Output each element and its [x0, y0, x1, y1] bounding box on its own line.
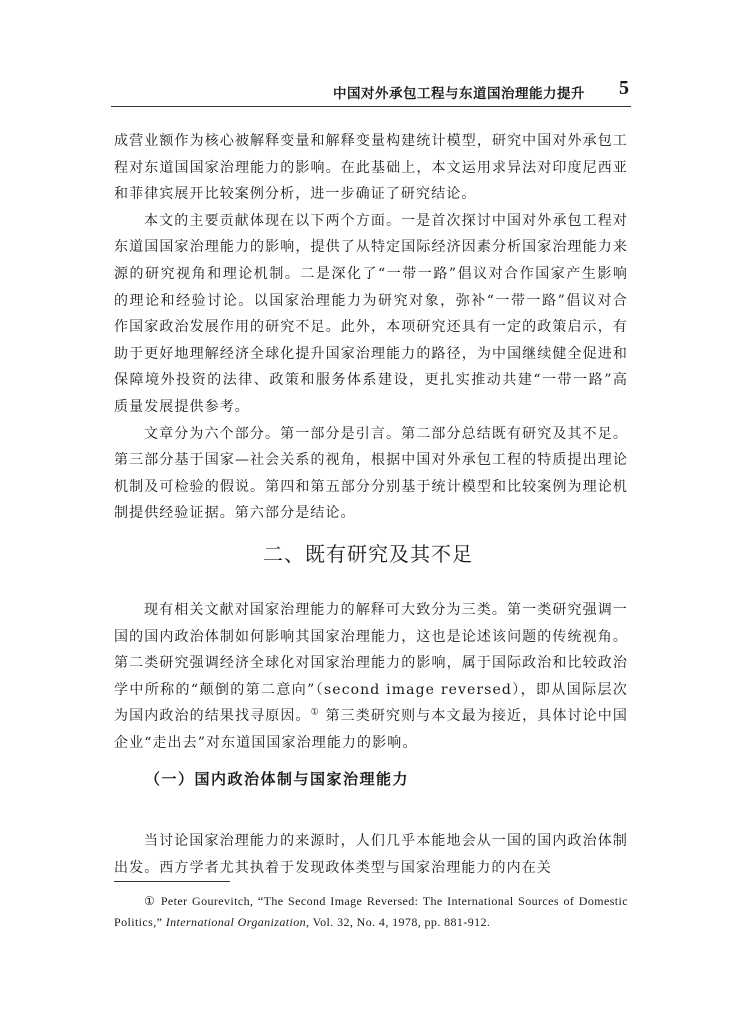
paragraph-continuation: 成营业额作为核心被解释变量和解释变量构建统计模型，研究中国对外承包工程对东道国国家治理能力的影响。在此基础上，本文运用求异法对印度尼西亚和菲律宾展开比较案例分析，进一步确证了研究结论。: [114, 133, 628, 203]
footnote-text: Peter Gourevitch, “The Second Image Reversed: The International Sources of Domestic Politics,”: [114, 894, 628, 929]
page-number: 5: [619, 77, 629, 99]
paragraph-domestic-politics: 当讨论国家治理能力的来源时，人们几乎本能地会从一国的国内政治体制出发。西方学者尤其执着于发现政体类型与国家治理能力的内在关: [114, 833, 628, 876]
paragraph-literature-text: 现有相关文献对国家治理能力的解释可大致分为三类。第一类研究强调一国的国内政治体制如何影响其国家治理能力，这也是论述该问题的传统视角。第二类研究强调经济全球化对国家治理能力的影响，属于国际政治和比较政治学中所称的“颠倒的第二意向”（second image reversed），即从国际层次为国内政治的结果找寻原因。: [114, 602, 628, 725]
running-header-title: 中国对外承包工程与东道国治理能力提升: [333, 86, 585, 102]
footnote-journal-title: International Organization: [165, 915, 307, 929]
body-text-block-literature: [114, 597, 628, 757]
paragraph-contributions: 本文的主要贡献体现在以下两个方面。一是首次探讨中国对外承包工程对东道国国家治理能力的影响，提供了从特定国际经济因素分析国家治理能力来源的研究视角和理论机制。二是深化了“一带一路”倡议对合作国家产生影响的理论和经验讨论。以国家治理能力为研究对象，弥补“一带一路”倡议对合作国家政治发展作用的研究不足。此外，本项研究还具有一定的政策启示，有助于更好地理解经济全球化提升国家治理能力的路径，为中国继续健全促进和保障境外投资的法律、政策和服务体系建设，更扎实推动共建“一带一路”高质量发展提供参考。: [114, 212, 628, 415]
paragraph-literature-overview: [114, 597, 628, 757]
paragraph-literature-text-cont: 第三类研究则与本文最为接近，具体讨论中国企业“走出去”对东道国国家治理能力的影响。: [114, 708, 628, 751]
footnote: [114, 891, 628, 933]
paragraph-structure: 文章分为六个部分。第一部分是引言。第二部分总结既有研究及其不足。第三部分基于国家—社会关系的视角，根据中国对外承包工程的特质提出理论机制及可检验的假说。第四和第五部分分别基于统计模型和比较案例为理论机制提供经验证据。第六部分是结论。: [114, 425, 628, 522]
footnote-divider: [114, 881, 230, 882]
footnote-marker: ①: [144, 894, 157, 908]
footnote-text-end: , Vol. 32, No. 4, 1978, pp. 881-912.: [306, 915, 491, 929]
section-heading: 二、既有研究及其不足: [263, 542, 473, 566]
body-text-block-intro: [114, 128, 628, 527]
running-header: [111, 77, 631, 107]
body-text-block-domestic: [114, 828, 628, 881]
footnote-reference[interactable]: ①: [310, 707, 320, 718]
subsection-heading: （一）国内政治体制与国家治理能力: [145, 770, 410, 788]
